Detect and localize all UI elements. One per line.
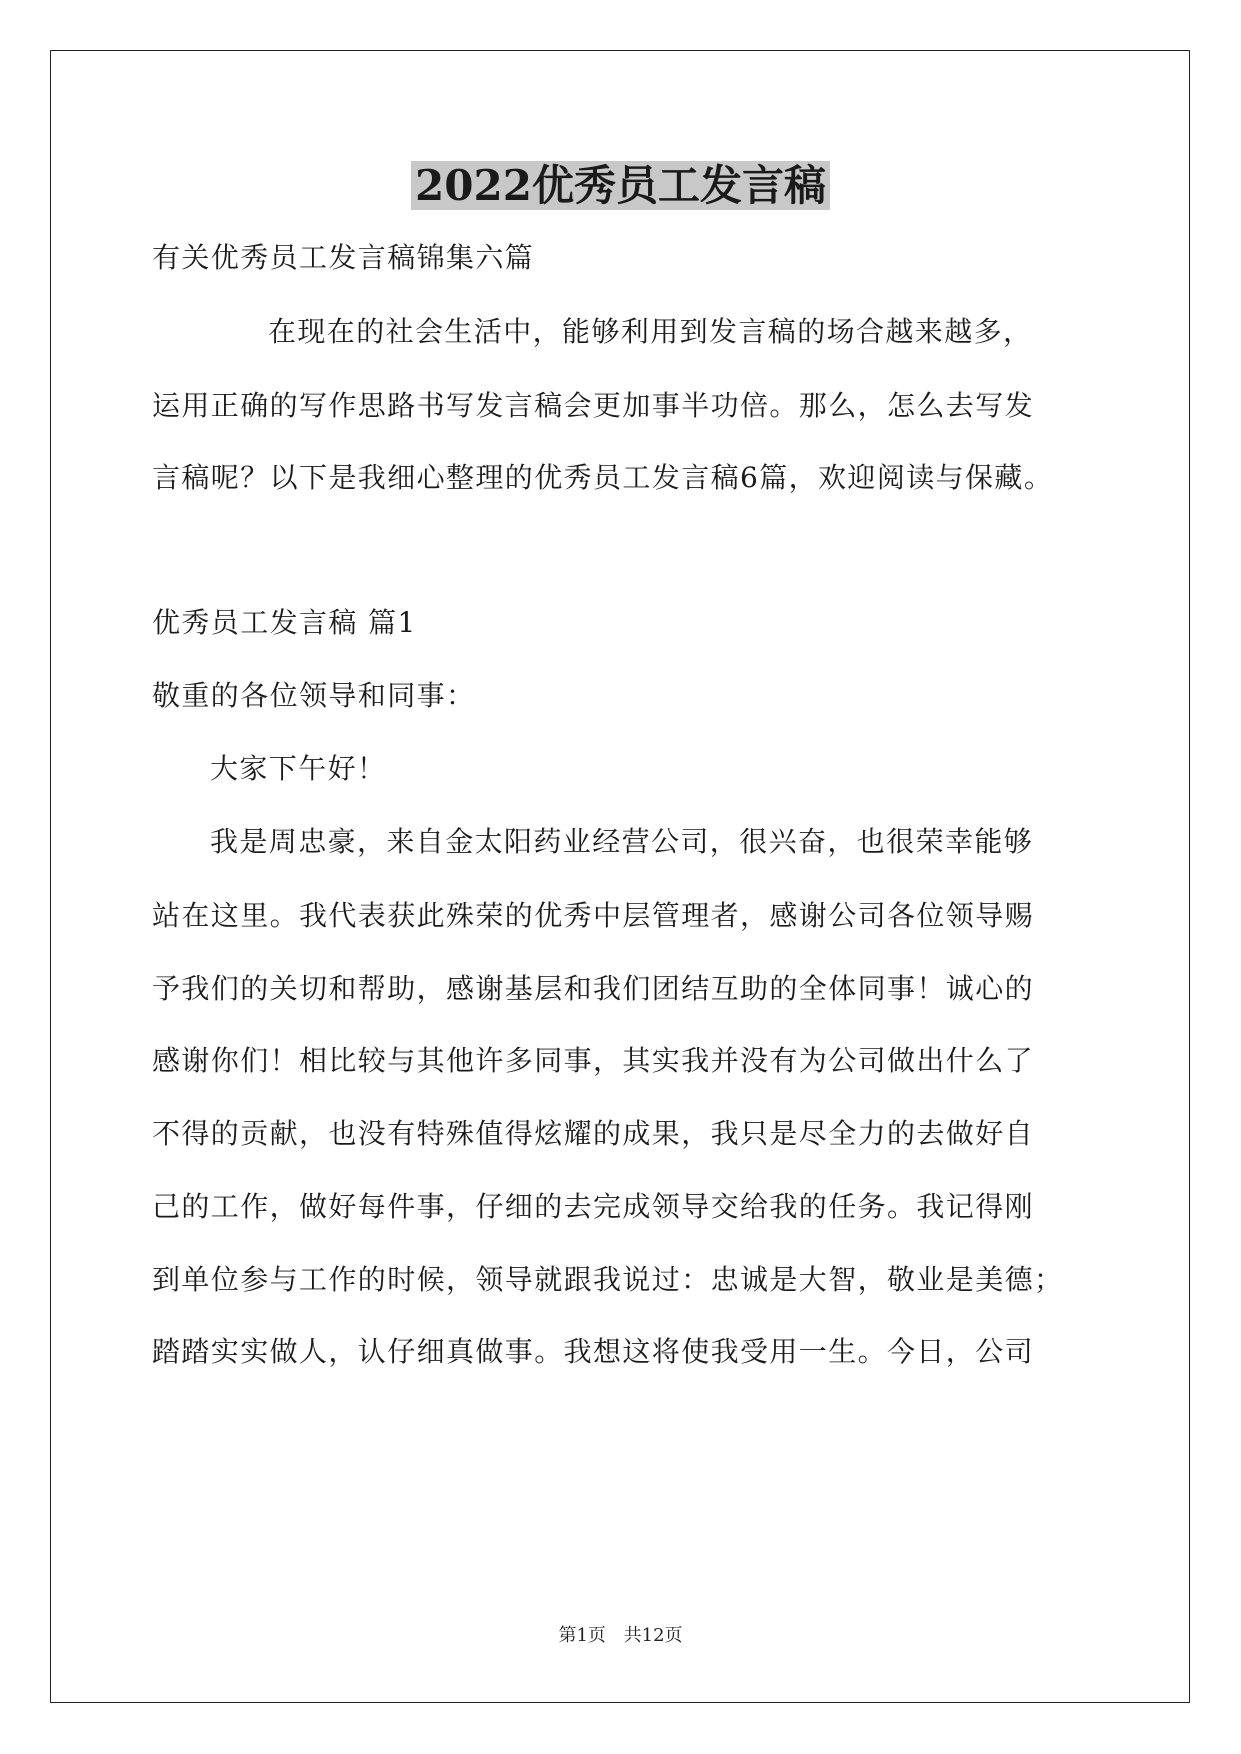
page-total: 共12页	[623, 1625, 683, 1646]
intro-line: 运用正确的写作思路书写发言稿会更加事半功倍。那么，怎么去写发	[152, 389, 1035, 422]
document-subtitle: 有关优秀员工发言稿锦集六篇	[152, 241, 535, 274]
body-line: 到单位参与工作的时候，领导就跟我说过：忠诚是大智，敬业是美德；	[152, 1263, 1064, 1296]
page-border	[50, 50, 1190, 1703]
document-title	[0, 158, 1241, 214]
body-line: 站在这里。我代表获此殊荣的优秀中层管理者，感谢公司各位领导赐	[152, 899, 1035, 932]
body-line: 我是周忠豪，来自金太阳药业经营公司，很兴奋，也很荣幸能够	[210, 825, 1034, 858]
greeting: 大家下午好！	[210, 752, 387, 785]
body-line: 感谢你们！相比较与其他许多同事，其实我并没有为公司做出什么了	[152, 1044, 1035, 1077]
body-line: 予我们的关切和帮助，感谢基层和我们团结互助的全体同事！诚心的	[152, 972, 1035, 1005]
body-line: 己的工作，做好每件事，仔细的去完成领导交给我的任务。我记得刚	[152, 1190, 1035, 1223]
intro-line: 在现在的社会生活中，能够利用到发言稿的场合越来越多，	[268, 315, 1033, 348]
page-number: 第1页	[558, 1625, 606, 1646]
salutation: 敬重的各位领导和同事：	[152, 679, 476, 712]
section-heading: 优秀员工发言稿 篇1	[152, 606, 417, 639]
body-line: 踏踏实实做人，认仔细真做事。我想这将使我受用一生。今日，公司	[152, 1335, 1035, 1368]
page-footer	[0, 1624, 1241, 1648]
intro-line: 言稿呢？以下是我细心整理的优秀员工发言稿6篇，欢迎阅读与保藏。	[152, 461, 1054, 494]
body-line: 不得的贡献，也没有特殊值得炫耀的成果，我只是尽全力的去做好自	[152, 1117, 1035, 1150]
document-title-text: 2022优秀员工发言稿	[411, 161, 830, 210]
